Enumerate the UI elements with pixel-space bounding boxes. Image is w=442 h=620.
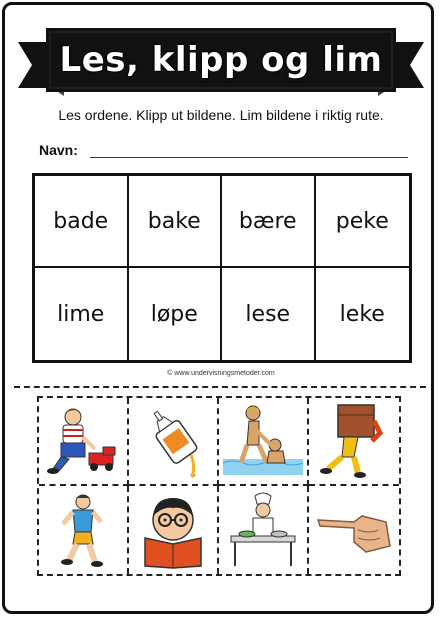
picture-cell (219, 486, 309, 574)
copyright-text: © www.undervisningsmetoder.com (167, 370, 275, 377)
picture-cell (219, 398, 309, 486)
word-cell: lime (35, 268, 129, 360)
word-cell: bake (129, 176, 223, 268)
page-title: Les, klipp og lim (59, 40, 383, 80)
picture-cell (129, 398, 219, 486)
instructions-text: Les ordene. Klipp ut bildene. Lim bildene i riktig rute. (58, 107, 384, 123)
person-carrying-box-icon (314, 401, 394, 481)
people-bathing-icon (223, 401, 303, 481)
pointing-hand-icon (314, 490, 394, 570)
running-man-icon (43, 490, 123, 570)
picture-grid (37, 396, 401, 576)
picture-cell (129, 486, 219, 574)
child-playing-with-toy-truck-icon (43, 401, 123, 481)
word-cell: peke (316, 176, 410, 268)
name-field (39, 142, 78, 158)
picture-cell (309, 398, 399, 486)
word-cell: bade (35, 176, 129, 268)
glue-bottle-icon (133, 401, 213, 481)
picture-cell (309, 486, 399, 574)
word-cell: bære (222, 176, 316, 268)
picture-cell (39, 398, 129, 486)
title-banner (18, 22, 424, 102)
word-cell: leke (339, 301, 385, 327)
word-cell: lese (222, 268, 316, 360)
word-cell: løpe (129, 268, 223, 360)
cut-line (14, 386, 426, 388)
picture-cell (39, 486, 129, 574)
baker-baking-icon (223, 490, 303, 570)
word-grid (32, 173, 412, 363)
name-write-line (90, 157, 408, 158)
boy-reading-book-icon (133, 490, 213, 570)
name-label: Navn: (39, 142, 78, 158)
